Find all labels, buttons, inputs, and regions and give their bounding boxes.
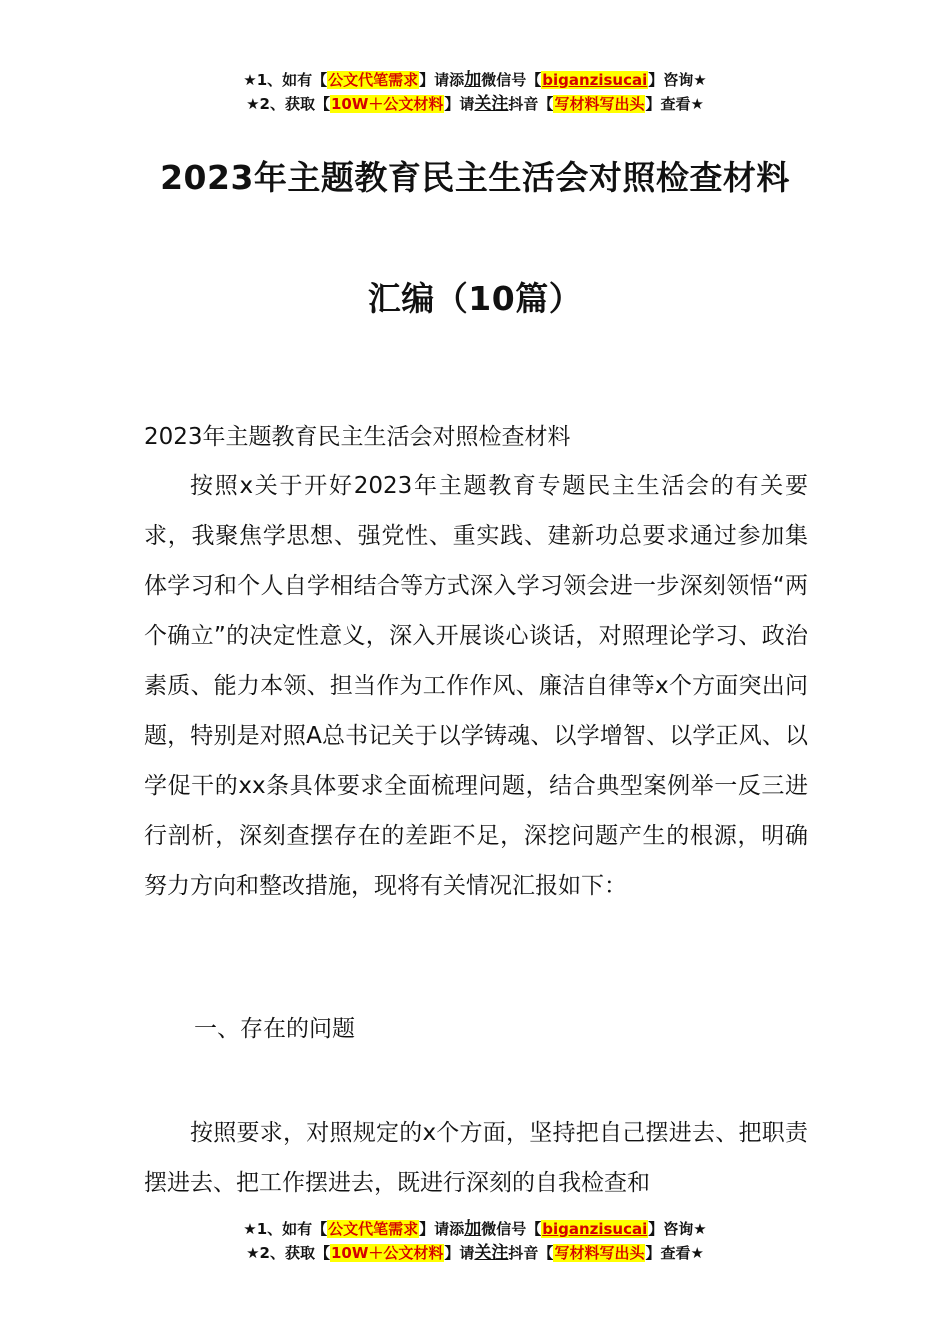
promo-highlight-materials: 10W＋公文材料 [330, 95, 444, 113]
promo-highlight-materials: 10W＋公文材料 [330, 1244, 444, 1262]
promo-highlight-douyin: 写材料写出头 [554, 1244, 645, 1262]
promo-highlight-writing: 公文代笔需求 [328, 1220, 419, 1238]
promo-highlight-douyin: 写材料写出头 [554, 95, 645, 113]
document-title-line-1: 2023年主题教育民主生活会对照检查材料 [160, 158, 790, 197]
article-subheading: 2023年主题教育民主生活会对照检查材料 [144, 424, 571, 450]
section-heading-problems: 一、存在的问题 [194, 1016, 355, 1042]
promo-highlight-wechat-id: biganzisucai [542, 1220, 648, 1238]
document-title-line-2: 汇编（10篇） [367, 279, 583, 318]
promo-banner-bottom [0, 1217, 950, 1265]
body-paragraph-intro: 按照x关于开好2023年主题教育专题民主生活会的有关要求，我聚焦学思想、强党性、重实践、建新功总要求通过参加集体学习和个人自学相结合等方式深入学习领会进一步深刻领悟“两个确立”的决定性意义，深入开展谈心谈话，对照理论学习、政治素质、能力本领、担当作为工作作风、廉洁自律等x个方面突出问题，特别是对照A总书记关于以学铸魂、以学增智、以学正风、以学促干的xx条具体要求全面梳理问题，结合典型案例举一反三进行剖析，深刻查摆存在的差距不足，深挖问题产生的根源，明确努力方向和整改措施，现将有关情况汇报如下： [144, 473, 808, 899]
promo-line-2: ★2、获取【10W＋公文材料】请关注抖音【写材料写出头】查看★ [246, 1243, 704, 1263]
promo-highlight-writing: 公文代笔需求 [328, 71, 419, 89]
promo-line-1: ★1、如有【公文代笔需求】请添加微信号【biganzisucai】咨询★ [243, 1219, 707, 1239]
promo-line-2: ★2、获取【10W＋公文材料】请关注抖音【写材料写出头】查看★ [246, 94, 704, 114]
body-paragraph-problems: 按照要求，对照规定的x个方面，坚持把自己摆进去、把职责摆进去、把工作摆进去，既进行深刻的自我检查和 [144, 1120, 808, 1196]
promo-line-1: ★1、如有【公文代笔需求】请添加微信号【biganzisucai】咨询★ [243, 70, 707, 90]
promo-banner-top [0, 68, 950, 116]
promo-highlight-wechat-id: biganzisucai [542, 71, 648, 89]
